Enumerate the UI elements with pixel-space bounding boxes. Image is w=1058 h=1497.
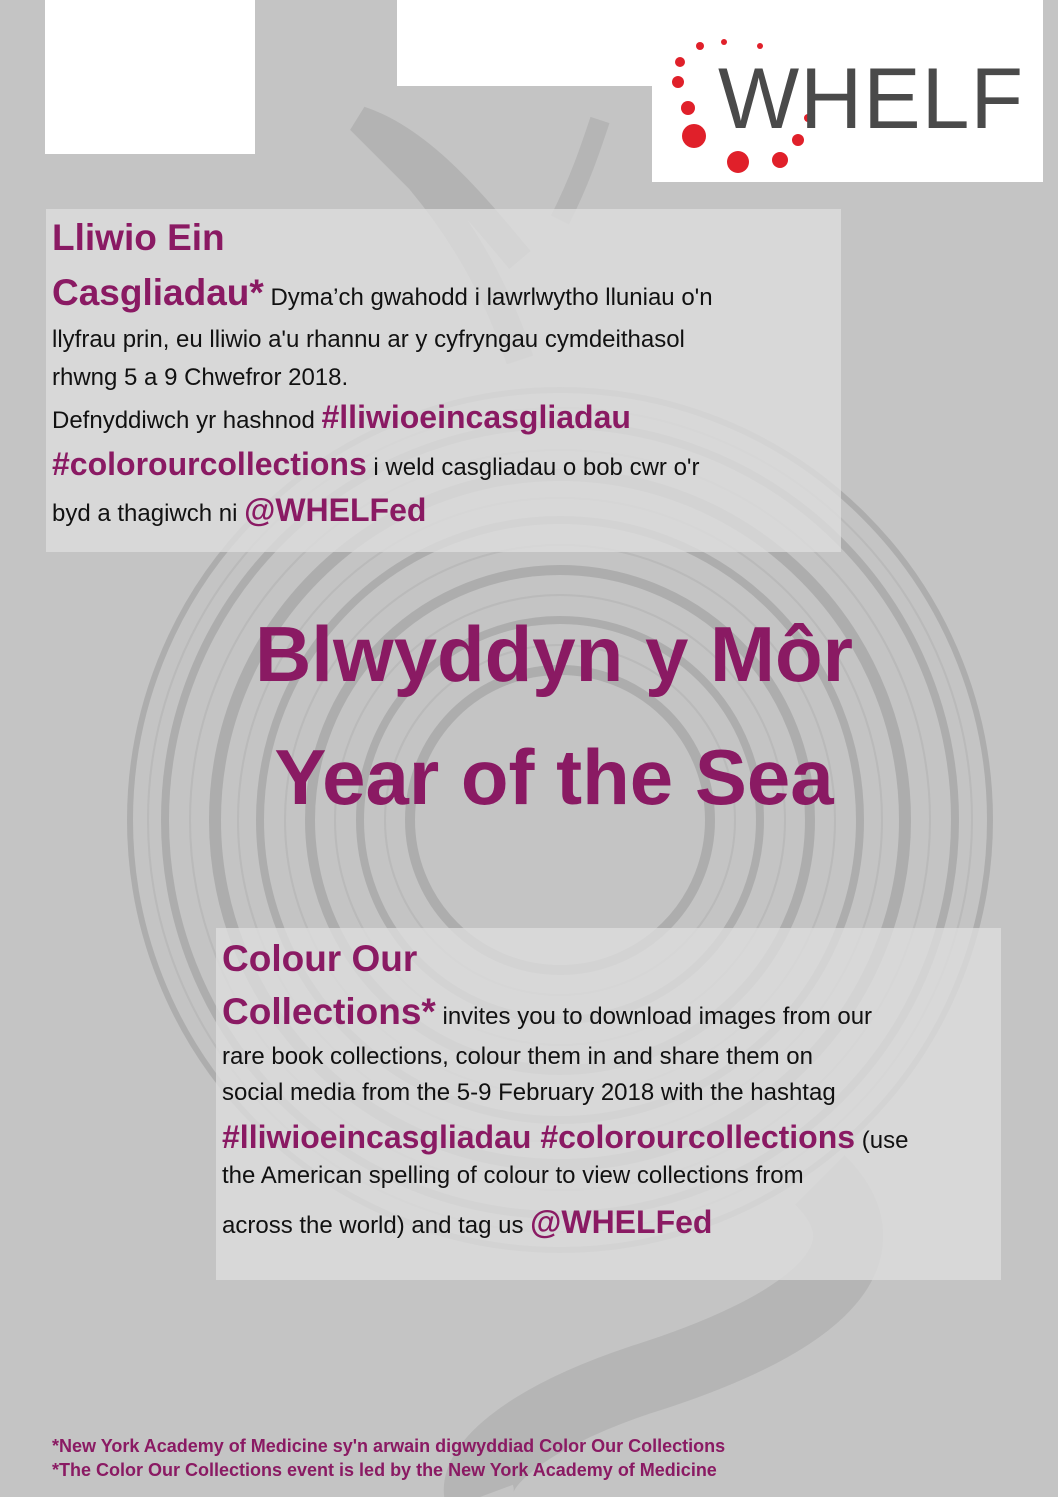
welsh-line5-text: i weld casgliadau o bob cwr o'r	[366, 454, 700, 481]
footer-note-welsh: *New York Academy of Medicine sy'n arwain digwyddiad Color Our Collections	[52, 1436, 726, 1456]
logo-wordmark: WHELF	[718, 51, 1024, 147]
english-heading-line2: Collections*	[222, 991, 436, 1032]
welsh-line1-text: Dyma’ch gwahodd i lawrlwytho lluniau o'n	[263, 284, 713, 311]
footer-note-english: *The Color Our Collections event is led by the New York Academy of Medicine	[52, 1460, 717, 1480]
english-line5: the American spelling of colour to view collections from	[222, 1162, 804, 1189]
welsh-tag-intro: byd a thagiwch ni	[52, 500, 245, 527]
blank-image-placeholder-left	[45, 0, 255, 154]
welsh-line6	[52, 491, 426, 529]
welsh-line2: llyfrau prin, eu lliwio a'u rhannu ar y cyfryngau cymdeithasol	[52, 326, 685, 353]
welsh-line5	[52, 445, 700, 483]
welsh-twitter-handle: @WHELFed	[244, 492, 427, 528]
english-line2: rare book collections, colour them in and share them on	[222, 1043, 813, 1070]
welsh-hashtag: #lliwioeincasgliadau	[321, 399, 631, 435]
welsh-line1	[52, 271, 713, 315]
title-welsh: Blwyddyn y Môr	[254, 610, 854, 698]
title-english: Year of the Sea	[274, 733, 834, 821]
english-line1	[222, 990, 872, 1034]
welsh-line3: rhwng 5 a 9 Chwefror 2018.	[52, 364, 349, 391]
welsh-line4	[52, 398, 631, 436]
english-hashtag: #colorourcollections	[52, 446, 367, 482]
english-line6	[222, 1203, 712, 1241]
english-twitter-handle: @WHELFed	[530, 1204, 713, 1240]
english-line1-text: invites you to download images from our	[435, 1003, 873, 1030]
english-line4	[222, 1118, 908, 1156]
welsh-heading-line1: Lliwio Ein	[52, 217, 225, 258]
english-heading-line1: Colour Our	[222, 938, 418, 979]
english-info-panel	[216, 928, 1001, 1280]
english-tag-intro: across the world) and tag us	[222, 1212, 531, 1239]
welsh-info-panel	[46, 209, 841, 552]
english-line4-text: (use	[855, 1127, 909, 1154]
whelf-logo	[652, 0, 1043, 182]
english-hashtags: #lliwioeincasgliadau #colorourcollections	[222, 1119, 856, 1155]
welsh-heading-line2: Casgliadau*	[52, 272, 264, 313]
welsh-hashtag-intro: Defnyddiwch yr hashnod	[52, 407, 322, 434]
english-line3: social media from the 5-9 February 2018 with the hashtag	[222, 1079, 836, 1106]
